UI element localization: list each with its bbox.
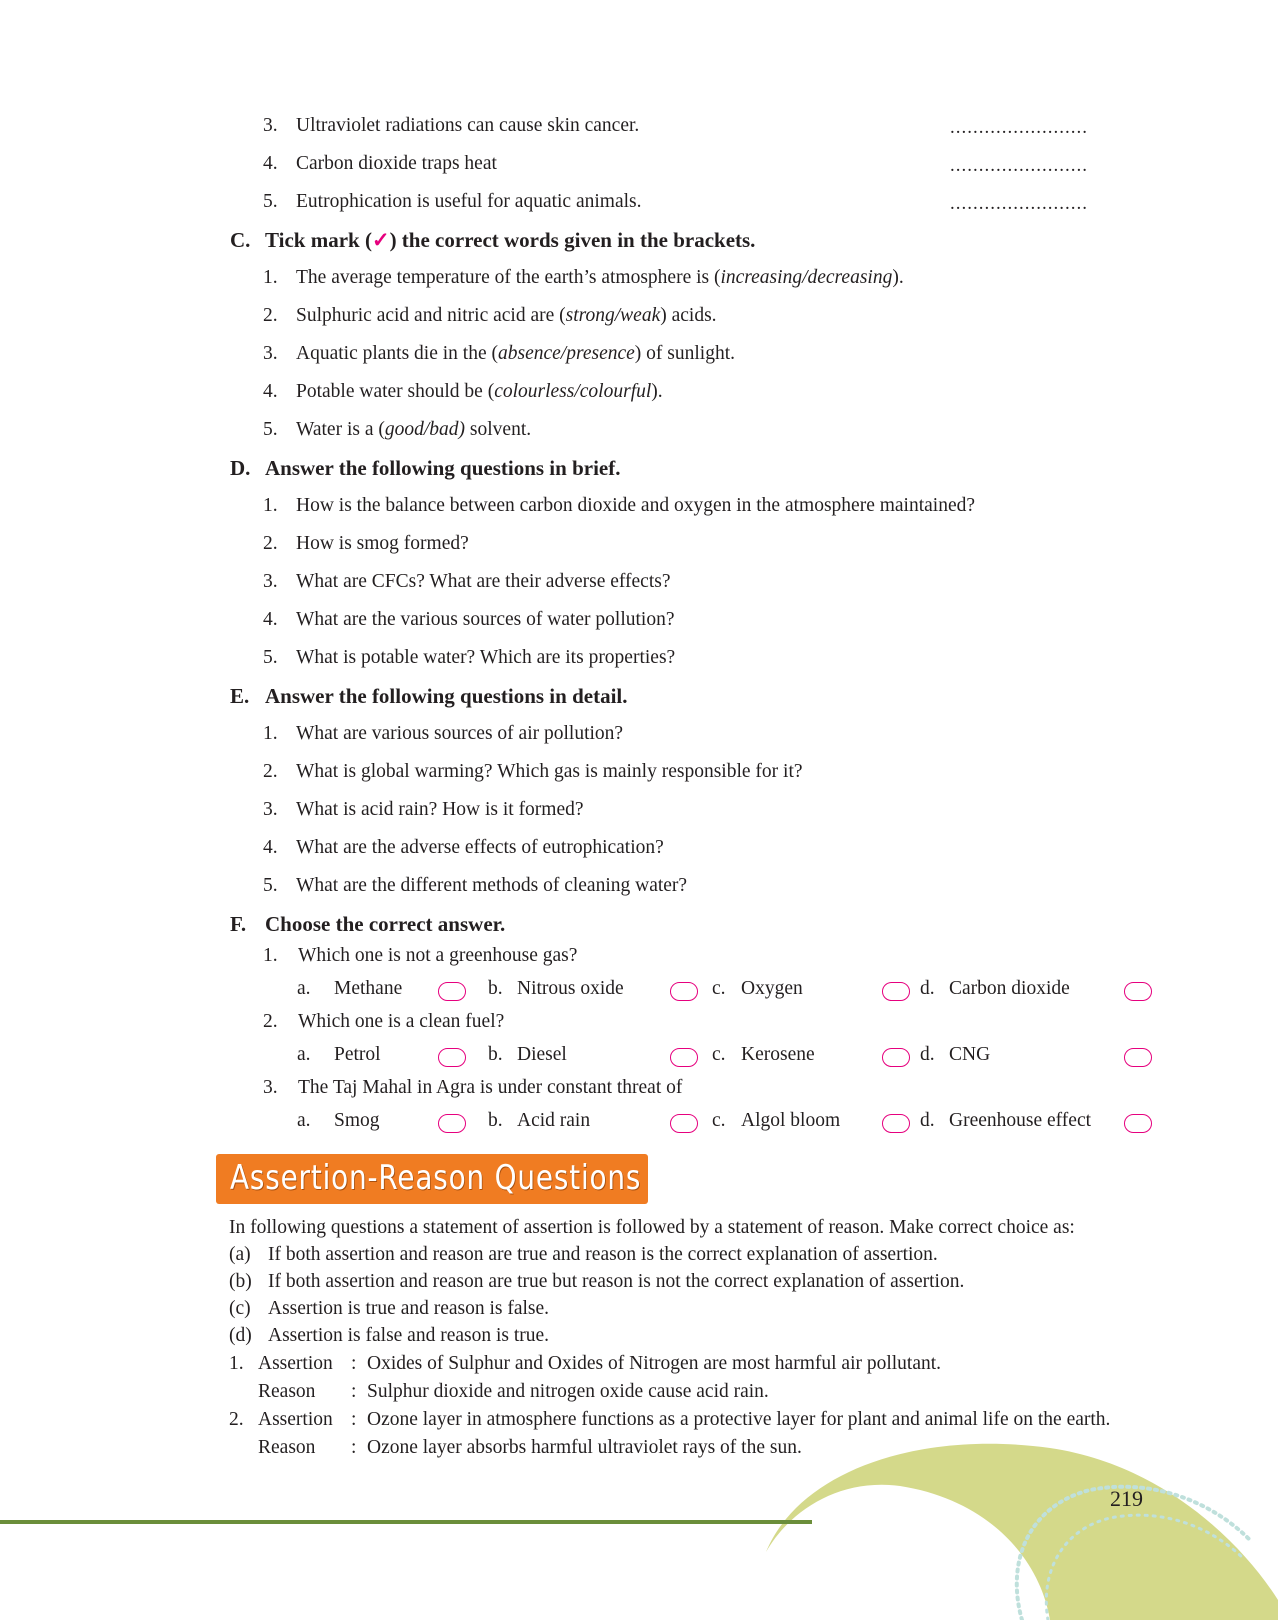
question-text: Aquatic plants die in the (absence/presence) of sunlight. (296, 343, 736, 364)
question-text: Potable water should be (colourless/colourful). (296, 381, 663, 402)
bracket-options[interactable]: strong/weak (565, 305, 661, 326)
separator: : (351, 1409, 357, 1430)
item-number: 5. (263, 647, 278, 668)
item-number: 2. (229, 1409, 244, 1430)
question-text: What are CFCs? What are their adverse effects? (296, 571, 671, 592)
answer-checkbox[interactable] (670, 982, 698, 1001)
item-number: 2. (263, 305, 278, 326)
item-number: 5. (263, 875, 278, 896)
reason-label: Reason (258, 1437, 316, 1458)
question-text: The Taj Mahal in Agra is under constant threat of (298, 1077, 683, 1098)
item-number: 1. (229, 1353, 244, 1374)
question-text: Which one is not a greenhouse gas? (298, 945, 578, 966)
item-number: 4. (263, 609, 278, 630)
question-text: Sulphuric acid and nitric acid are (strong/weak) acids. (296, 305, 717, 326)
item-number: 2. (263, 1011, 278, 1032)
question-text: What is potable water? Which are its properties? (296, 647, 676, 668)
section-title: Answer the following questions in detail. (265, 684, 628, 708)
section-title: Answer the following questions in brief. (265, 456, 621, 480)
choice-text: If both assertion and reason are true and reason is the correct explanation of assertion. (268, 1244, 938, 1265)
item-number: 2. (263, 761, 278, 782)
answer-checkbox[interactable] (438, 1114, 466, 1133)
question-text: What is global warming? Which gas is mainly responsible for it? (296, 761, 803, 782)
assertion-label: Assertion (258, 1409, 333, 1430)
question-text: What is acid rain? How is it formed? (296, 799, 584, 820)
answer-checkbox[interactable] (1124, 1048, 1152, 1067)
item-number: 3. (263, 343, 278, 364)
question-text: What are the adverse effects of eutrophication? (296, 837, 664, 858)
statement-text: Eutrophication is useful for aquatic animals. (296, 191, 642, 212)
section-letter: C. (230, 228, 251, 252)
choice-label: (a) (229, 1244, 251, 1265)
item-number: 1. (263, 267, 278, 288)
item-number: 3. (263, 571, 278, 592)
choice-text: If both assertion and reason are true but reason is not the correct explanation of assertion. (268, 1271, 965, 1292)
section-title: Tick mark (✓) the correct words given in the brackets. (265, 228, 756, 252)
item-number: 3. (263, 115, 278, 136)
question-text: What are the various sources of water pollution? (296, 609, 675, 630)
separator: : (351, 1437, 357, 1458)
item-number: 5. (263, 419, 278, 440)
answer-checkbox[interactable] (438, 982, 466, 1001)
footer-rule (0, 1520, 812, 1524)
bracket-options[interactable]: absence/presence (498, 343, 635, 364)
answer-checkbox[interactable] (1124, 982, 1152, 1001)
answer-checkbox[interactable] (882, 1048, 910, 1067)
question-text: Water is a (good/bad) solvent. (296, 419, 532, 440)
answer-blank[interactable]: ........................ (950, 155, 1088, 176)
bracket-options[interactable]: increasing/decreasing (720, 267, 893, 288)
item-number: 2. (263, 533, 278, 554)
choice-text: Assertion is true and reason is false. (268, 1298, 550, 1319)
item-number: 3. (263, 799, 278, 820)
separator: : (351, 1381, 357, 1402)
answer-checkbox[interactable] (438, 1048, 466, 1067)
item-number: 3. (263, 1077, 278, 1098)
question-text: How is smog formed? (296, 533, 469, 554)
choice-label: (b) (229, 1271, 252, 1292)
question-text: What are the different methods of cleaning water? (296, 875, 688, 896)
item-number: 5. (263, 191, 278, 212)
answer-checkbox[interactable] (670, 1114, 698, 1133)
leaf-shape (766, 1444, 1278, 1620)
choice-text: Assertion is false and reason is true. (268, 1325, 550, 1346)
section-letter: F. (230, 912, 247, 936)
bracket-options[interactable]: good/bad) (384, 419, 466, 440)
answer-blank[interactable]: ........................ (950, 193, 1088, 214)
question-text: How is the balance between carbon dioxide and oxygen in the atmosphere maintained? (296, 495, 976, 516)
assertion-text: Ozone layer in atmosphere functions as a protective layer for plant and animal life on the earth. (367, 1409, 1111, 1430)
answer-checkbox[interactable] (670, 1048, 698, 1067)
item-number: 1. (263, 945, 278, 966)
page-number: 219 (1110, 1486, 1143, 1511)
tick-icon: ✓ (371, 228, 390, 252)
answer-checkbox[interactable] (1124, 1114, 1152, 1133)
section-letter: D. (230, 456, 251, 480)
intro-text: In following questions a statement of assertion is followed by a statement of reason. Make correct choice as: (229, 1217, 1075, 1238)
choice-label: (d) (229, 1325, 252, 1346)
reason-text: Sulphur dioxide and nitrogen oxide cause acid rain. (367, 1381, 769, 1402)
question-text: What are various sources of air pollution? (296, 723, 624, 744)
assertion-label: Assertion (258, 1353, 333, 1374)
separator: : (351, 1353, 357, 1374)
item-number: 1. (263, 723, 278, 744)
answer-checkbox[interactable] (882, 982, 910, 1001)
choice-label: (c) (229, 1298, 251, 1319)
item-number: 1. (263, 495, 278, 516)
assertion-reason-banner (216, 1154, 648, 1204)
question-text: The average temperature of the earth’s atmosphere is (increasing/decreasing). (296, 267, 904, 288)
section-title: Choose the correct answer. (265, 912, 506, 936)
question-text: Which one is a clean fuel? (298, 1011, 505, 1032)
bracket-options[interactable]: colourless/colourful (494, 381, 652, 402)
answer-checkbox[interactable] (882, 1114, 910, 1133)
item-number: 4. (263, 153, 278, 174)
item-number: 4. (263, 837, 278, 858)
item-number: 4. (263, 381, 278, 402)
statement-text: Ultraviolet radiations can cause skin cancer. (296, 115, 640, 136)
banner-title: Assertion-Reason Questions (230, 1158, 642, 1198)
assertion-text: Oxides of Sulphur and Oxides of Nitrogen are most harmful air pollutant. (367, 1353, 942, 1374)
section-letter: E. (230, 684, 250, 708)
statement-text: Carbon dioxide traps heat (296, 153, 497, 174)
reason-label: Reason (258, 1381, 316, 1402)
answer-blank[interactable]: ........................ (950, 117, 1088, 138)
reason-text: Ozone layer absorbs harmful ultraviolet rays of the sun. (367, 1437, 802, 1458)
